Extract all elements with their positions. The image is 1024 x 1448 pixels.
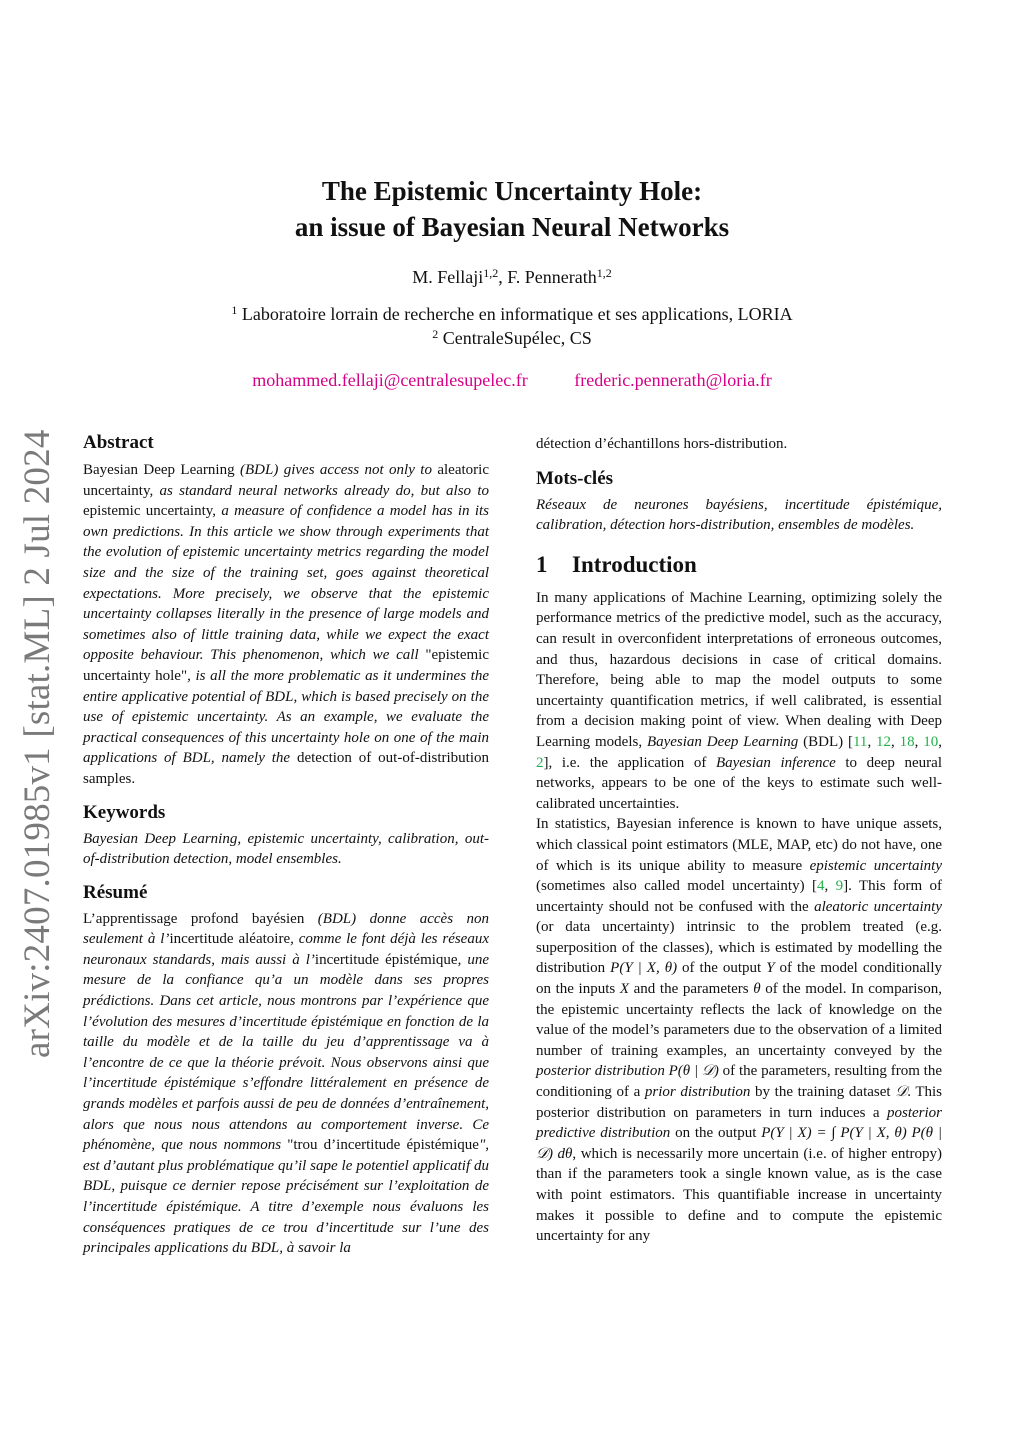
intro-span: , which is necessarily more uncertain (i.e. of higher entropy) than if the parameters took a single known value, as is the case with point estimators. This quantifiable increase in uncertainty makes it possible to define and to compute the epistemic uncertainty for any: [536, 1145, 942, 1245]
intro-span: ,: [914, 733, 924, 750]
email-link-1[interactable]: mohammed.fellaji@centralesupelec.fr: [252, 370, 528, 390]
intro-span: ,: [867, 733, 877, 750]
intro-span: of the parameters, resulting from the conditioning of a: [536, 1063, 942, 1101]
intro-span: aleatoric uncertainty: [814, 898, 942, 915]
keywords-heading: Keywords: [83, 801, 166, 823]
email-link-2[interactable]: frederic.pennerath@loria.fr: [574, 370, 772, 390]
math-expression: P(Y | X) = ∫ P(Y | X, θ) P(θ | 𝒟) dθ: [536, 1125, 942, 1162]
section-title: Introduction: [572, 551, 697, 577]
affiliation-2-mark: 2: [432, 327, 439, 341]
intro-span: ,: [938, 733, 943, 750]
intro-span: by the training dataset: [750, 1084, 896, 1101]
paper-title: [160, 173, 864, 245]
intro-span: posterior distribution: [536, 1063, 665, 1080]
author-2: F. Pennerath: [507, 267, 597, 287]
resume-heading: Résumé: [83, 881, 148, 903]
intro-paragraph-2: [536, 814, 942, 1246]
affiliation-1-text: Laboratoire lorrain de recherche en informatique et ses applications, LORIA: [237, 304, 793, 324]
citation-link[interactable]: 12: [876, 733, 892, 750]
author-1: M. Fellaji: [412, 267, 484, 287]
math-expression: P(θ | 𝒟): [668, 1063, 719, 1080]
resume-span: incertitude épistémique: [314, 951, 458, 968]
right-column: [536, 430, 942, 1247]
intro-span: (BDL) [: [798, 733, 853, 750]
arxiv-identifier: arXiv:2407.01985v1 [stat.ML] 2 Jul 2024: [17, 429, 58, 1058]
abstract-span: detection of out-of-distribution samples.: [83, 750, 490, 787]
intro-span: and the parameters: [629, 981, 754, 998]
resume-span: , une mesure de la confiance qu’a un modèle dans ses propres prédictions. Dans cet article, nous montrons par l’expérience que l’évolution des mesures d’incertitude épistémique en fonction de la taille du modèle et de la taille du jeu d’apprentissage va à l’encontre de ce que la théorie prévoit. Nous observons ainsi que l’incertitude épistémique s’effondre littéralement en présence de grands modèles et parfois aussi de peu de données d’entraînement, alors que nous nous attendons au comportement inverse. Ce phénomène, que nous nommons: [83, 951, 489, 1154]
math-expression: θ: [753, 981, 761, 998]
citation-link[interactable]: 18: [899, 733, 915, 750]
abstract-span: , is all the more problematic as it undermines the entire applicative potential of BDL, which is based precisely on the use of epistemic uncertainty. As an example, we evaluate the practical consequences of this uncertainty hole on one of the main applications of BDL, namely the: [83, 667, 490, 767]
affiliation-1: [120, 302, 904, 326]
author-1-affil: 1,2: [483, 266, 499, 280]
resume-span: ", est d’autant plus problématique qu’il sape le potentiel applicatif du BDL, puisque ce dernier repose précisément sur l’exploitation de l’incertitude épistémique. A titre d’exemple nous évaluons les conséquences pratiques de ce trou d’incertitude sur l’une des principales applications du BDL, à savoir la: [83, 1137, 489, 1257]
intro-span: of the output: [677, 960, 767, 977]
introduction-heading: [536, 550, 942, 580]
citation-link[interactable]: 4: [816, 878, 825, 895]
resume-span: L’apprentissage profond bayésien: [83, 910, 318, 927]
title-line-2: an issue of Bayesian Neural Networks: [294, 212, 730, 242]
math-expression: P(Y | X, θ): [610, 960, 678, 977]
author-separator: ,: [498, 267, 508, 287]
motscles-heading: Mots-clés: [536, 467, 614, 489]
affiliation-2: [120, 326, 904, 350]
abstract-span: "epistemic uncertainty hole": [83, 647, 490, 684]
resume-span: "trou d’incertitude épistémique: [287, 1137, 479, 1154]
intro-span: ,: [891, 733, 900, 750]
intro-span: epistemic uncertainty: [809, 857, 943, 874]
intro-span: of the model. In comparison, the epistemic uncertainty reflects the lack of knowledge on the value of the model’s parameters due to the observation of a limited number of training examples, an uncertainty conveyed by the: [536, 981, 943, 1059]
intro-span: In statistics, Bayesian inference is known to have unique assets, which classical point estimators (MLE, MAP, etc) do not have, one of which is its unique ability to measure: [536, 816, 942, 874]
section-number: 1: [536, 551, 548, 577]
intro-span: ], i.e. the application of: [543, 754, 716, 771]
affiliation-2-text: CentraleSupélec, CS: [438, 328, 592, 348]
resume-span: , comme le font déjà les réseaux neuronaux standards, mais aussi à l’: [83, 931, 490, 968]
resume-continuation: détection d’échantillons hors-distribution.: [536, 436, 788, 452]
intro-span: Bayesian Deep Learning: [646, 733, 799, 750]
abstract-span: Bayesian Deep Learning: [83, 462, 240, 478]
citation-link[interactable]: 11: [852, 733, 868, 750]
intro-span: prior distribution: [644, 1084, 751, 1101]
intro-span: (sometimes also called model uncertainty) [: [536, 878, 817, 895]
emails: [160, 368, 864, 392]
intro-span: Bayesian inference: [715, 754, 836, 771]
math-expression: Y: [766, 960, 775, 977]
authors: [160, 265, 864, 289]
abstract-span: a measure of confidence a model has in its own predictions. In this article we show through experiments that the evolution of epistemic uncertainty metrics regarding the model size and the size of the training set, goes against theoretical expectations. More precisely, we observe that the epistemic uncertainty collapses literally in the presence of large models and sometimes also of little training data, while we expect the exact opposite behaviour. This phenomenon, which we call: [83, 503, 490, 664]
abstract-text: [83, 460, 489, 790]
abstract-heading: Abstract: [83, 432, 154, 453]
intro-span: posterior predictive distribution: [536, 1104, 942, 1142]
resume-span: (BDL) donne accès non seulement à l’: [83, 910, 489, 948]
keywords-text: Bayesian Deep Learning, epistemic uncertainty, calibration, out-of-distribution detection, model ensembles.: [83, 830, 489, 868]
affiliation-1-mark: 1: [231, 303, 238, 317]
intro-span: on the output: [670, 1125, 762, 1142]
abstract-span: as standard neural networks already do, but also to: [159, 482, 489, 499]
resume-span: incertitude aléatoire: [169, 931, 291, 948]
citation-link[interactable]: 10: [923, 733, 939, 750]
math-expression: 𝒟: [895, 1084, 908, 1101]
resume-text: [83, 909, 489, 1259]
title-line-1: The Epistemic Uncertainty Hole:: [321, 176, 703, 206]
intro-span: ,: [824, 878, 836, 895]
abstract-span: (BDL) gives access not only to: [239, 462, 432, 478]
affiliations: [120, 302, 904, 350]
intro-span: to deep neural networks, appears to be one of the keys to estimate such well-calibrated uncertainties.: [536, 754, 942, 812]
author-2-affil: 1,2: [596, 266, 612, 280]
intro-paragraph-1: [536, 588, 942, 815]
left-column: [83, 430, 489, 1259]
intro-span: In many applications of Machine Learning, optimizing solely the performance metrics of the predictive model, such as the accuracy, can result in overconfident interpretations of erroneous outcomes, and thus, hazardous decisions in case of critical domains. Therefore, being able to map the model outputs to some uncertainty quantification metrics, if well calibrated, is essential from a decision making point of view. When dealing with Deep Learning models,: [536, 589, 942, 750]
abstract-span: epistemic uncertainty,: [83, 503, 222, 520]
intro-span: . This posterior distribution on parameters in turn induces a: [536, 1084, 943, 1121]
citation-link[interactable]: 2: [536, 754, 544, 771]
citation-link[interactable]: 9: [835, 878, 844, 895]
intro-span: of the model conditionally on the inputs: [536, 960, 942, 998]
math-expression: X: [619, 981, 630, 998]
intro-span: ]. This form of uncertainty should not be confused with the: [536, 878, 942, 915]
abstract-span: aleatoric uncertainty,: [83, 462, 489, 499]
intro-span: (or data uncertainty) intrinsic to the problem treated (e.g. superposition of the classes), which is estimated by modelling the distribution: [536, 919, 942, 977]
motscles-text: Réseaux de neurones bayésiens, incertitude épistémique, calibration, détection hors-distribution, ensembles de modèles.: [536, 496, 942, 534]
